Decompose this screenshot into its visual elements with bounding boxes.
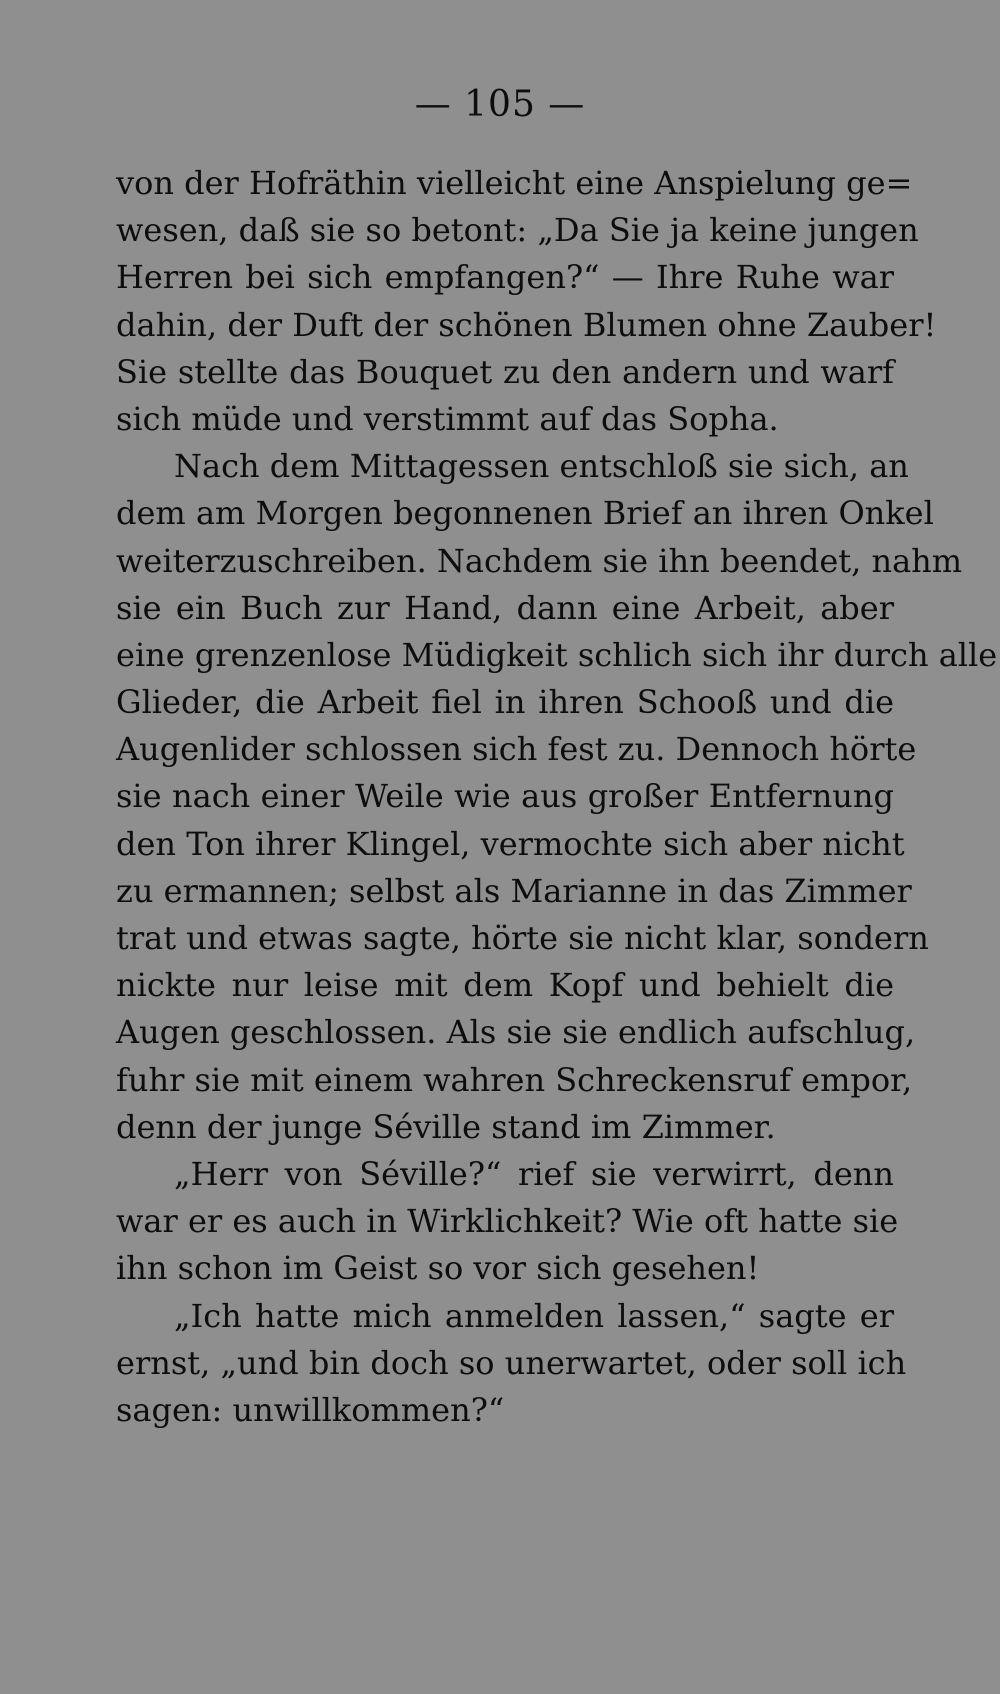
text-line: weiterzuschreiben. Nachdem sie ihn beendet, nahm	[116, 541, 963, 580]
text-line: war er es auch in Wirklichkeit? Wie oft hatte sie	[116, 1202, 899, 1241]
text-line: den Ton ihrer Klingel, vermochte sich aber nicht	[116, 824, 905, 863]
text-line: fuhr sie mit einem wahren Schreckensruf empor,	[116, 1060, 913, 1099]
text-line: Herren bei sich empfangen?“ — Ihre Ruhe war	[116, 258, 894, 297]
text-line: von der Hofräthin vielleicht eine Anspielung ge=	[116, 164, 913, 202]
text-line: wesen, daß sie so betont: „Da Sie ja keine jungen	[116, 211, 919, 250]
text-line: sagen: unwillkommen?“	[116, 1390, 505, 1429]
text-line: Sie stellte das Bouquet zu den andern und warf	[116, 352, 894, 391]
text-line: „Herr von Séville?“ rief sie verwirrt, denn	[174, 1154, 894, 1193]
text-line: eine grenzenlose Müdigkeit schlich sich ihr durch alle	[116, 635, 998, 674]
text-line: Augenlider schlossen sich fest zu. Dennoch hörte	[116, 730, 917, 769]
text-line: nickte nur leise mit dem Kopf und behielt die	[116, 966, 894, 1005]
text-line: Nach dem Mittagessen entschloß sie sich, an	[174, 447, 909, 486]
text-line: dahin, der Duft der schönen Blumen ohne Zauber!	[116, 305, 937, 344]
text-line: zu ermannen; selbst als Marianne in das Zimmer	[116, 871, 912, 910]
text-line: dem am Morgen begonnenen Brief an ihren Onkel	[116, 494, 934, 533]
text-line: denn der junge Séville stand im Zimmer.	[116, 1107, 776, 1146]
text-line: trat und etwas sagte, hörte sie nicht klar, sondern	[116, 919, 929, 957]
text-line: ihn schon im Geist so vor sich gesehen!	[116, 1249, 760, 1288]
text-line: sie ein Buch zur Hand, dann eine Arbeit, aber	[116, 588, 894, 627]
text-line: Augen geschlossen. Als sie sie endlich aufschlug,	[116, 1013, 916, 1052]
text-line: sich müde und verstimmt auf das Sopha.	[116, 399, 779, 438]
page-number: — 105 —	[414, 84, 586, 125]
text-line: Glieder, die Arbeit fiel in ihren Schooß und die	[116, 683, 894, 722]
text-line: „Ich hatte mich anmelden lassen,“ sagte er	[174, 1296, 894, 1335]
body-text	[116, 160, 998, 1434]
text-line: ernst, „und bin doch so unerwartet, oder soll ich	[116, 1343, 907, 1382]
text-line: sie nach einer Weile wie aus großer Entfernung	[116, 777, 894, 816]
